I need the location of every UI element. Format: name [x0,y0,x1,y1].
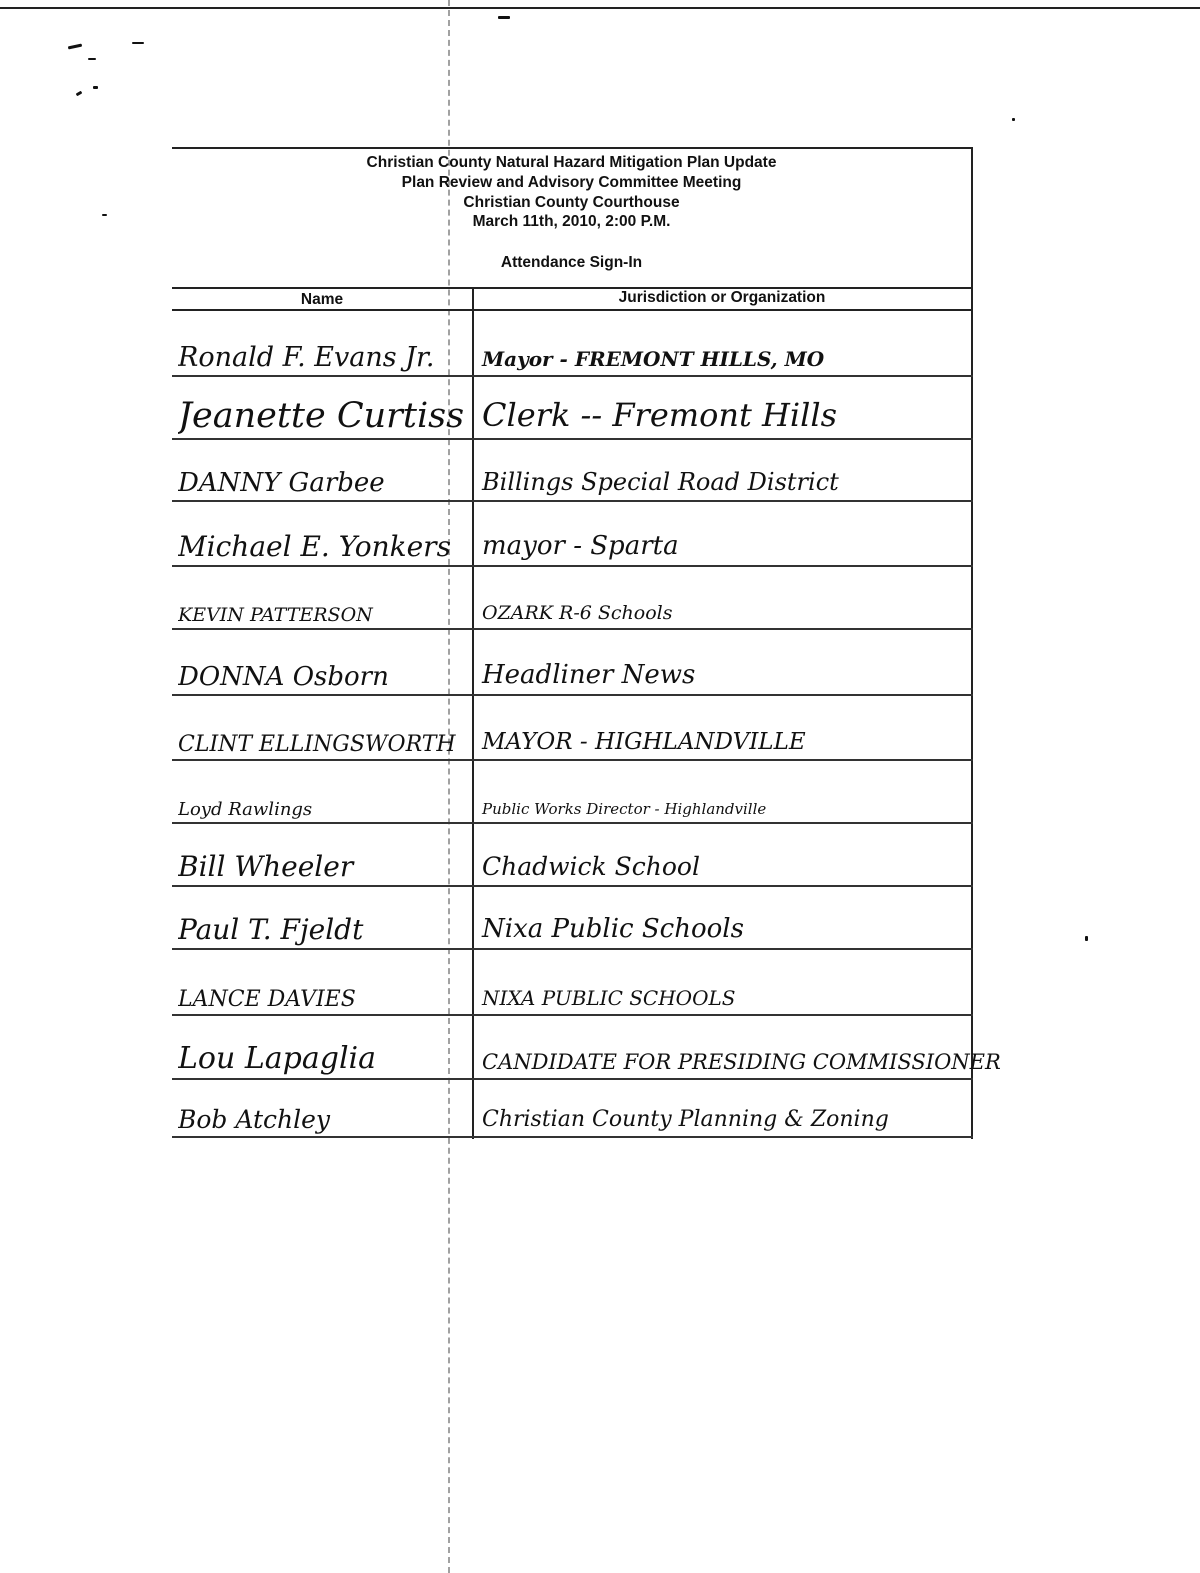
attendee-signature: Loyd Rawlings [178,799,313,820]
table-row [172,311,973,377]
scan-speck [88,58,96,60]
attendee-signature: LANCE DAVIES [178,987,356,1012]
sheet-subtitle: Attendance Sign-In [500,254,643,271]
attendee-organization: Headliner News [482,660,696,690]
attendee-signature: DANNY Garbee [178,468,385,498]
table-row [172,1080,973,1138]
attendee-organization: Clerk -- Fremont Hills [482,396,838,434]
scan-speck [93,86,98,89]
scan-speck [498,16,510,19]
table-row [172,630,973,696]
attendee-organization: Christian County Planning & Zoning [482,1107,889,1132]
table-header-row [172,289,973,311]
attendee-organization: OZARK R-6 Schools [482,602,673,624]
attendance-table [172,287,1001,1134]
sign-in-sheet [172,147,1001,1137]
attendee-signature: Michael E. Yonkers [178,530,451,563]
scan-top-edge [0,0,1200,9]
attendee-organization: Public Works Director - Highlandville [482,800,767,818]
attendee-signature: Bill Wheeler [178,850,354,883]
attendee-signature: Jeanette Curtiss [178,396,465,436]
meeting-location: Christian County Courthouse [463,194,680,211]
table-row [172,1016,1001,1080]
table-row [172,567,973,630]
table-row [172,696,973,761]
attendee-organization: MAYOR - HIGHLANDVILLE [482,729,806,755]
name-column-header: Name [300,291,344,308]
attendee-organization: Billings Special Road District [482,468,839,496]
plan-title: Christian County Natural Hazard Mitigation Plan Update [366,154,777,171]
header-box [172,147,973,289]
attendee-organization: Chadwick School [482,852,700,881]
attendee-organization: Nixa Public Schools [482,914,744,944]
table-row [172,377,973,440]
table-row [172,440,973,502]
table-row [172,887,973,950]
attendee-signature: Bob Atchley [178,1105,331,1134]
scan-speck [1085,936,1088,941]
meeting-title: Plan Review and Advisory Committee Meeting [401,174,742,191]
attendee-organization: CANDIDATE FOR PRESIDING COMMISSIONER [482,1050,1001,1074]
attendee-organization: NIXA PUBLIC SCHOOLS [482,986,736,1010]
attendee-signature: Paul T. Fjeldt [178,913,364,946]
table-row [172,824,973,887]
attendee-signature: CLINT ELLINGSWORTH [178,732,456,757]
scan-speck [132,42,144,44]
table-row [172,761,973,824]
scan-speck [102,214,107,216]
scan-speck [68,44,82,50]
attendee-signature: Ronald F. Evans Jr. [178,342,435,373]
attendee-organization: mayor - Sparta [482,531,679,561]
scan-speck [1012,118,1015,121]
attendee-signature: Lou Lapaglia [178,1041,377,1076]
scan-speck [76,91,83,97]
organization-column-header: Jurisdiction or Organization [618,289,826,306]
meeting-date: March 11th, 2010, 2:00 P.M. [472,213,671,230]
table-row [172,502,973,567]
attendee-organization: Mayor - FREMONT HILLS, MO [482,347,825,371]
table-row [172,950,973,1016]
attendee-signature: DONNA Osborn [178,662,389,692]
attendee-signature: KEVIN PATTERSON [178,604,373,626]
